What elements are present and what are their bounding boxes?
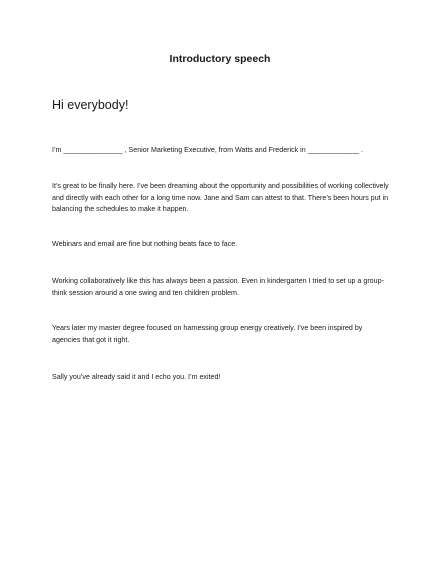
paragraph-face-to-face: Webinars and email are fine but nothing beats face to face.: [52, 240, 238, 248]
paragraph-closing: Sally you’ve already said it and I echo you. I’m exited!: [52, 373, 221, 381]
greeting-text: Hi everybody!: [52, 98, 129, 112]
document-title: Introductory speech: [169, 53, 271, 65]
paragraph-introduction: I’m _______________ , Senior Marketing Executive, from Watts and Frederick in _____________ .: [52, 146, 363, 154]
paragraph-great-to-be-here: It’s great to be finally here. I’ve been dreaming about the opportunity and possibilities of working collectively and directly with each other for a long time now. Jane and Sam can attest to that. There’s been hours put in balancing the schedules to make it happen.: [52, 182, 389, 213]
paragraph-master-degree: Years later my master degree focused on harnessing group energy creatively. I’ve been inspired by agencies that got it right.: [52, 324, 363, 344]
paragraph-collaboration: Working collaboratively like this has always been a passion. Even in kindergarten I tried to set up a group-think session around a one swing and ten children problem.: [52, 277, 384, 297]
